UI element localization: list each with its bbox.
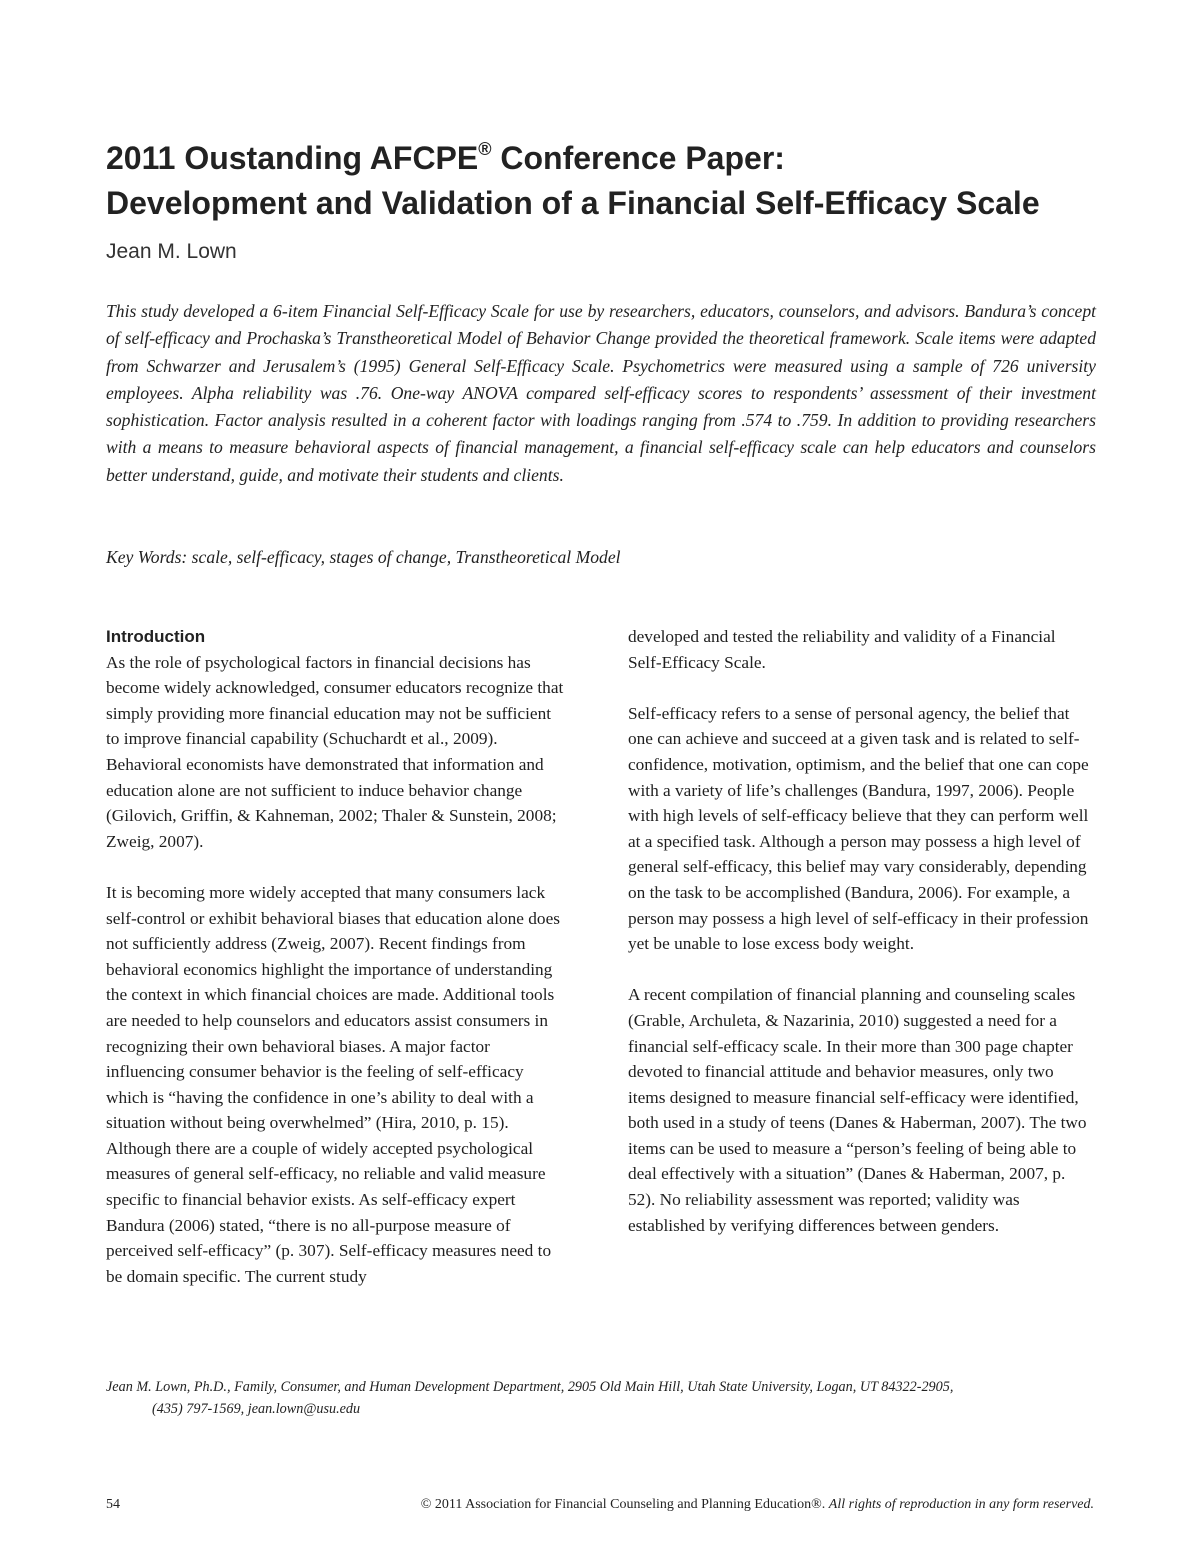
paragraph: A recent compilation of financial planning and counseling scales (Grable, Archuleta, & Nazarinia, 2010) suggested a need for a financial self-efficacy scale. In their more than 300 page chapter devoted to financial attitude and behavior measures, only two items designed to measure financial self-efficacy were identified, both used in a study of teens (Danes & Haberman, 2007). The two items can be used to measure a “person’s feeling of being able to deal effectively with a situation” (Danes & Haberman, 2007, p. 52). No reliability assessment was reported; validity was established by verifying differences between genders. (628, 985, 1087, 1235)
copyright-notice (421, 1497, 1094, 1513)
copyright-text: © 2011 Association for Financial Counseling and Planning Education®. (420, 1497, 826, 1512)
page-number: 54 (106, 1497, 120, 1512)
footnote-line-1: Jean M. Lown, Ph.D., Family, Consumer, and Human Development Department, 2905 Old Main Hill, Utah State University, Logan, UT 84322-2905, (106, 1379, 954, 1395)
paragraph: It is becoming more widely accepted that many consumers lack self-control or exhibit behavioral biases that education alone does not sufficiently address (Zweig, 2007). Recent findings from behavioral economics highlight the importance of understanding the context in which financial choices are made. Additional tools are needed to help counselors and educators assist consumers in recognizing their own behavioral biases. A major factor influencing consumer behavior is the feeling of self-efficacy which is “having the confidence in one’s ability to deal with a situation without being overwhelmed” (Hira, 2010, p. 15). Although there are a couple of widely accepted psychological measures of general self-efficacy, no reliable and valid measure specific to financial behavior exists. As self-efficacy expert Bandura (2006) stated, “there is no all-purpose measure of perceived self-efficacy” (p. 307). Self-efficacy measures need to be domain specific. The current study (106, 882, 560, 1286)
paragraph: As the role of psychological factors in financial decisions has become widely acknowledged, consumer educators recognize that simply providing more financial education may not be sufficient to improve financial capability (Schuchardt et al., 2009). Behavioral economists have demonstrated that information and education alone are not sufficient to induce behavior change (Gilovich, Griffin, & Kahneman, 2002; Thaler & Sunstein, 2008; Zweig, 2007). (106, 652, 564, 851)
left-column (106, 624, 568, 1315)
paragraph: Self-efficacy refers to a sense of personal agency, the belief that one can achieve and succeed at a given task and is related to self-confidence, motivation, optimism, and the belief that one can cope with a variety of life’s challenges (Bandura, 1997, 2006). People with high levels of self-efficacy believe that they can perform well at a specified task. Although a person may possess a high level of general self-efficacy, this belief may vary considerably, depending on the task to be accomplished (Bandura, 2006). For example, a person may possess a high level of self-efficacy in their profession yet be unable to lose excess body weight. (628, 703, 1089, 954)
title-line-1: 2011 Oustanding AFCPE® Conference Paper: (106, 139, 785, 176)
abstract: This study developed a 6-item Financial Self-Efficacy Scale for use by researchers, educators, counselors, and advisors. Bandura’s concept of self-efficacy and Prochaska’s Transtheoretical Model of Behavior Change provided the theoretical framework. Scale items were adapted from Schwarzer and Jerusalem’s (1995) General Self-Efficacy Scale. Psychometrics were measured using a sample of 726 university employees. Alpha reliability was .76. One-way ANOVA compared self-efficacy scores to respondents’ assessment of their investment sophistication. Factor analysis resulted in a coherent factor with loadings ranging from .574 to .759. In addition to providing researchers with a means to measure behavioral aspects of financial management, a financial self-efficacy scale can help educators and counselors better understand, guide, and motivate their students and clients. (106, 301, 1096, 485)
title-line-2: Development and Validation of a Financial Self-Efficacy Scale (106, 185, 1040, 221)
registered-mark: ® (478, 139, 492, 159)
paragraph: developed and tested the reliability and validity of a Financial Self-Efficacy Scale. (628, 627, 1056, 672)
author-footnote (106, 1376, 1096, 1420)
keywords: Key Words: scale, self-efficacy, stages of change, Transtheoretical Model (106, 547, 621, 567)
rights-text: All rights of reproduction in any form reserved. (828, 1497, 1094, 1512)
footnote-line-2: (435) 797-1569, jean.lown@usu.edu (152, 1401, 361, 1417)
right-column (628, 624, 1090, 1264)
section-heading-introduction: Introduction (106, 627, 206, 646)
author-name: Jean M. Lown (106, 240, 237, 263)
paper-title (106, 136, 1106, 226)
